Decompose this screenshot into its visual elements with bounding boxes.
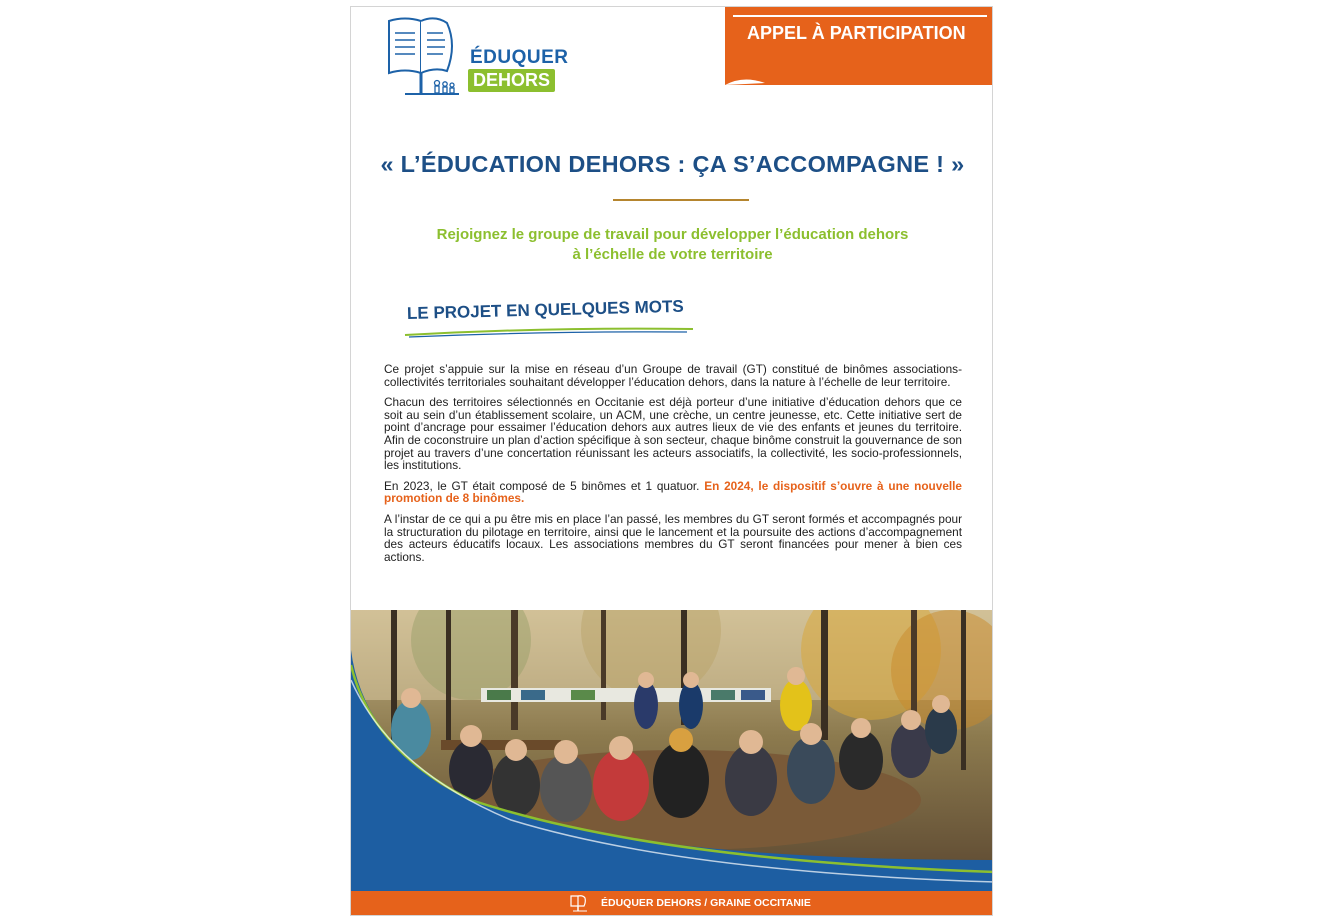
paragraph-3-text: En 2023, le GT était composé de 5 binômes et 1 quatuor. (384, 478, 705, 493)
document-page (350, 6, 993, 916)
subtitle-line-1: Rejoignez le groupe de travail pour développer l’éducation dehors (436, 226, 909, 243)
footer-bar (351, 891, 993, 915)
page-title: « L’ÉDUCATION DEHORS : ÇA S’ACCOMPAGNE ! » (380, 151, 965, 177)
paragraph-4: A l’instar de ce qui a pu être mis en place l’an passé, les membres du GT seront formés et accompagnés pour la structuration du pilotage en territoire, ainsi que le lancement et la poursuite des actions d’accompagnement des acteurs éducatifs locaux. Les associations membres du GT seront financées pour mener à bien ces actions. (384, 511, 962, 564)
page-subtitle (351, 225, 993, 265)
banner-swoosh (725, 65, 993, 85)
footer-logo-icon (569, 894, 589, 912)
banner-rule (733, 15, 987, 17)
footer-text: ÉDUQUER DEHORS / GRAINE OCCITANIE (601, 897, 811, 909)
title-divider (613, 199, 749, 201)
paragraph-3-highlight: En 2024, le dispositif s’ouvre à une nouvelle promotion de 8 binômes. (384, 478, 962, 506)
section-underline (401, 325, 701, 339)
book-tree-icon (385, 15, 465, 97)
appel-banner (725, 7, 993, 85)
subtitle-line-2: à l’échelle de votre territoire (572, 246, 773, 263)
logo-text-dehors: DEHORS (468, 69, 555, 92)
forest-group-photo (351, 610, 993, 892)
paragraph-3 (384, 480, 962, 505)
banner-label: APPEL À PARTICIPATION (747, 23, 966, 43)
body-text (384, 363, 962, 571)
logo-text-eduquer: ÉDUQUER (470, 47, 569, 68)
eduquer-dehors-logo (385, 15, 575, 105)
paragraph-1: Ce projet s’appuie sur la mise en réseau d’un Groupe de travail (GT) constitué de binômes associations-collectivités territoriales souhaitant développer l’éducation dehors, dans la nature à l’échelle de leur territoire. (384, 362, 962, 389)
paragraph-2: Chacun des territoires sélectionnés en Occitanie est déjà porteur d’une initiative d’éducation dehors que ce soit au sein d’un établissement scolaire, un ACM, une crèche, un centre jeunesse, etc. Cette initiative sert de point d’ancrage pour essaimer l’éducation dehors aux autres lieux de vie des enfants et jeunes du territoire. Afin de coconstruire un plan d’action spécifique à son secteur, chaque binôme construit la gouvernance de son projet au travers d’une concertation réunissant les acteurs associatifs, la collectivité, les socio-professionnels, les institutions. (384, 395, 962, 473)
section-heading: LE PROJET EN QUELQUES MOTS (406, 296, 684, 323)
group-photo (351, 610, 993, 892)
